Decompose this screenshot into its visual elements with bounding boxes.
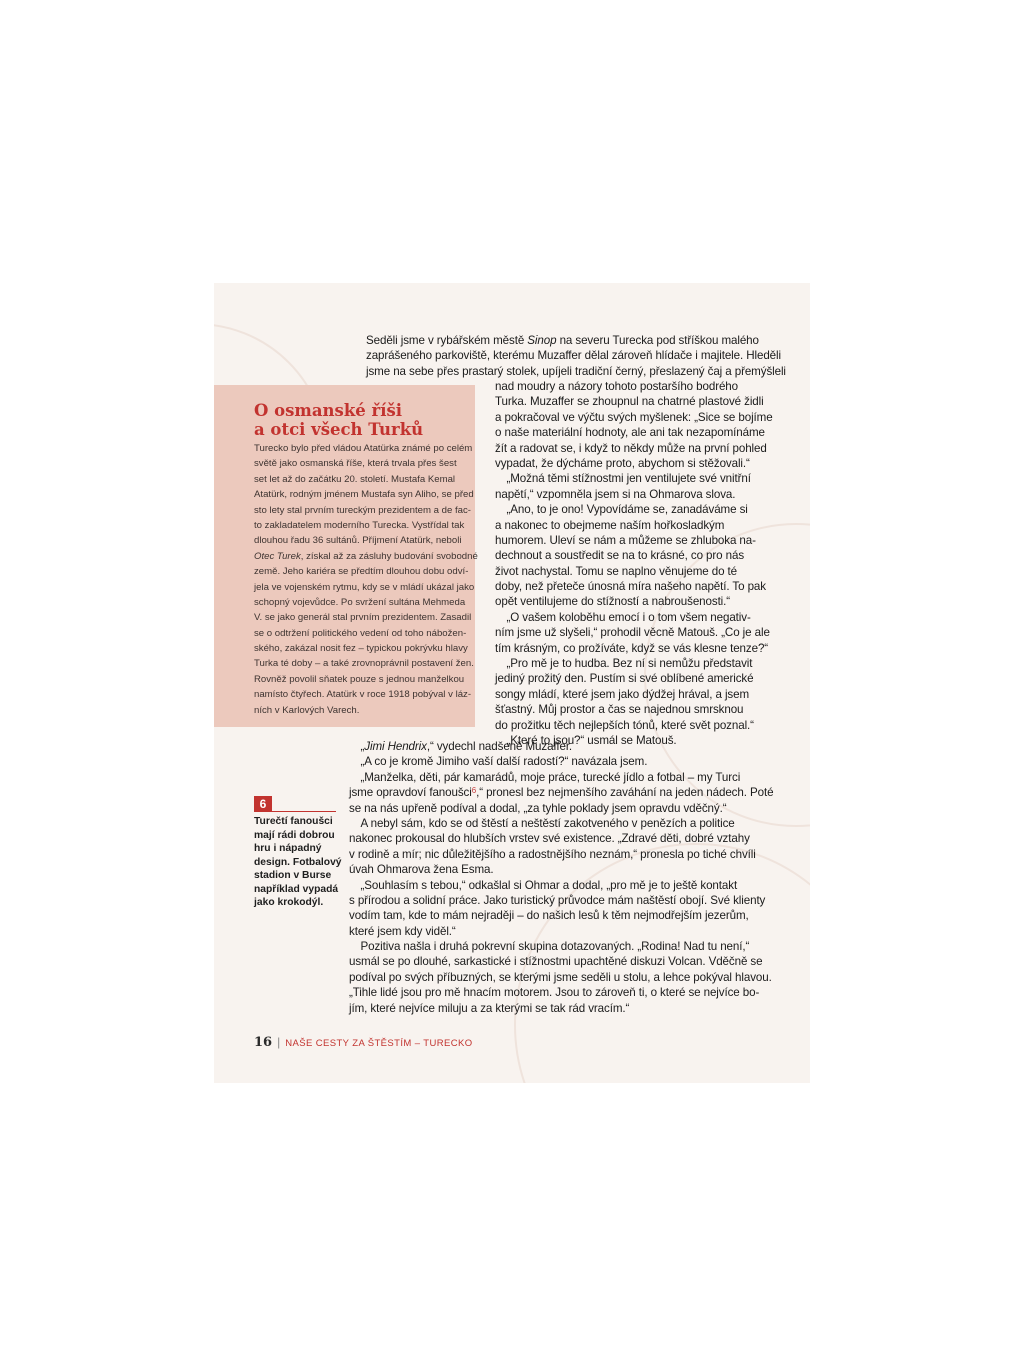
sidebar-body <box>254 442 478 719</box>
text-line: světě jako osmanská říše, která trvala přes šest <box>254 458 457 470</box>
book-page <box>214 283 810 1083</box>
text-line: jsme na sebe přes prastarý stolek, upíjeli tradiční černý, přeslazený čaj a přemýšleli <box>366 364 786 378</box>
text-line: „Pro mě je to hudba. Bez ní si nemůžu představit <box>495 657 753 671</box>
body-text-bottom <box>349 739 773 1016</box>
text-line: jediný prožitý den. Pustím si své oblíbené americké <box>495 672 754 686</box>
text-line: „A co je kromě Jimiho vaší další radostí?“ navázala jsem. <box>349 755 648 769</box>
text-line: o naše materiální hodnoty, ale ani tak nezapomínáme <box>495 426 765 440</box>
text-line: Atatürk, rodným jménem Mustafa syn Aliho, se před <box>254 489 474 501</box>
text-line: Otec Turek, získal až za zásluhy budování svobodné <box>254 550 478 562</box>
footnote-line: například vypadá <box>254 883 339 895</box>
text-line: opět ventilujeme do stížností a nabroušenosti.“ <box>495 595 731 609</box>
text-line: schopný vojevůdce. Po svržení sultána Mehmeda <box>254 596 466 608</box>
text-line: dlouhou řadu 36 sultánů. Příjmení Atatürk, neboli <box>254 535 462 547</box>
text-line: to zakladatelem moderního Turecka. Vystřídal tak <box>254 519 465 531</box>
text-line: set let až do začátku 20. století. Mustafa Kemal <box>254 473 456 485</box>
text-line: Rovněž povolil sňatek pouze s jednou manželkou <box>254 673 465 685</box>
footnote-line: Turečtí fanoušci <box>254 816 333 827</box>
text-line: tím krásným, co prožíváte, když se vás klesne tenze?“ <box>495 641 769 655</box>
footnote-marker: 6 <box>471 786 477 796</box>
sidebar-title <box>254 401 423 439</box>
text-line: jela ve vojenském rytmu, kdy se v mládí ukázal jako <box>254 581 475 593</box>
text-line: se na nás upřeně podíval a dodal, „za tyhle poklady jsem opravdu vděčný.“ <box>349 801 727 815</box>
text-line: „Možná těmi stížnostmi jen ventilujete své vnitřní <box>495 472 751 486</box>
text-line: v rodině a mír; nic důležitějšího a radostnějšího neznám,“ pronesla po tiché chvíli <box>349 847 756 861</box>
text-line: Turka. Muzaffer se zhoupnul na chatrné plastové židli <box>495 395 764 409</box>
footnote-line: jako krokodýl. <box>254 897 324 908</box>
body-text-top <box>366 333 786 379</box>
text-line: ním jsme už slyšeli,“ prohodil věcně Matouš. „Co je ale <box>495 626 770 640</box>
text-line: zaprášeného parkoviště, kterému Muzaffer dělal zároveň hlídače i majitele. Hleděli <box>366 349 781 363</box>
text-line: Pozitiva našla i druhá pokrevní skupina dotazovaných. „Rodina! Nad tu není,“ <box>349 940 750 954</box>
footnote-line: stadion v Burse <box>254 870 332 881</box>
text-line: sto lety stal prvním tureckým prezidentem a de fac- <box>254 504 472 516</box>
text-line: „Manželka, děti, pár kamarádů, moje práce, turecké jídlo a fotbal – my Turci <box>349 770 741 784</box>
page-number: 16 <box>254 1035 273 1050</box>
text-line: a pokračoval ve výčtu svých myšlenek: „Sice se bojíme <box>495 410 773 424</box>
text-line: „Ano, to je ono! Vypovídáme se, zanadáváme si <box>495 503 748 517</box>
text-line: V. se jako generál stal prvním prezidentem. Zasadil <box>254 612 472 624</box>
text-line: a nakonec to obejmeme naším hořkosladkým <box>495 518 725 532</box>
body-text-right <box>495 379 773 748</box>
footnote-rule <box>272 811 336 812</box>
text-line: život nachystal. Tomu se naplno věnujeme do té <box>495 564 738 578</box>
text-line: úvah Ohmarova žena Esma. <box>349 863 494 877</box>
sidebar-title-line: a otci všech Turků <box>254 420 424 439</box>
text-line: dechnout a soustředit se na to krásné, co pro nás <box>495 549 745 563</box>
text-line: usmál se po dlouhé, sarkastické i stížnostmi upachtěné diskuzi Volcan. Vděčně se <box>349 955 763 969</box>
text-line: „Tihle lidé jsou pro mě hnacím motorem. Jsou to zároveň ti, o které se nejvíce bo- <box>349 986 760 1000</box>
footnote-number: 6 <box>254 796 272 812</box>
text-line: ních v Karlových Varech. <box>254 704 360 716</box>
text-line: songy mládí, které jsem jako dýdžej hrával, a jsem <box>495 687 750 701</box>
text-line: namísto čtyřech. Atatürk v roce 1918 pobýval v láz- <box>254 689 472 701</box>
text-line: podíval po svých příbuzných, se kterými jsme seděli u stolu, a lehce pokýval hlavou. <box>349 970 772 984</box>
text-line: vodím tam, kde to mám nejraději – do našich lesů k těm nejmodřejším jezerům, <box>349 909 749 923</box>
text-line: humorem. Uleví se nám a můžeme se zhluboka na- <box>495 533 756 547</box>
page-footer <box>254 1035 473 1050</box>
footnote-text <box>254 815 342 910</box>
text-line: doby, než přeteče únosná míra našeho napětí. To pak <box>495 580 766 594</box>
text-line: které jsem kdy viděl.“ <box>349 924 456 938</box>
text-line: jsme opravdoví fanoušci$^6$,“ pronesl bez nejmenšího zaváhání na jeden nádech. Poté <box>349 786 774 800</box>
text-line: vypadat, že dýcháme proto, abychom si stěžovali.“ <box>495 456 750 470</box>
text-line: „Jimi Hendrix,“ vydechl nadšeně Muzaffer. <box>349 740 573 753</box>
text-line: Turka té doby – a také zrovnoprávnil postavení žen. <box>254 658 474 670</box>
text-line: země. Jeho kariéra se předtím dlouhou dobu odví- <box>254 566 469 578</box>
footnote-line: hru i nápadný <box>254 843 322 854</box>
text-line: „Souhlasím s tebou,“ odkašlal si Ohmar a dodal, „pro mě je to ještě kontakt <box>349 878 738 892</box>
text-line: žít a radovat se, i když to někdy může na první pohled <box>495 441 767 455</box>
footnote-line: design. Fotbalový <box>254 856 342 868</box>
footer-separator: | <box>277 1035 281 1049</box>
text-line: s přírodou a solidní práce. Jako turistický průvodce mám naštěstí obojí. Své klienty <box>349 893 766 907</box>
text-line: nad moudry a názory tohoto postaršího bodrého <box>495 380 738 393</box>
footnote-line: mají rádi dobrou <box>254 829 335 841</box>
text-line: Seděli jsme v rybářském městě Sinop na severu Turecka pod stříškou malého <box>366 334 759 347</box>
sidebar-title-line: O osmanské říši <box>254 401 403 420</box>
text-line: A nebyl sám, kdo se od štěstí a neštěstí zakotveného v penězích a politice <box>349 816 735 830</box>
text-line: jím, které nejvíce miluju a za kterými se tak rád vracím.“ <box>349 1001 630 1015</box>
text-line: Turecko bylo před vládou Atatürka známé po celém <box>254 443 473 454</box>
text-line: „Které to jsou?“ usmál se Matouš. <box>495 733 677 747</box>
text-line: „O vašem koloběhu emocí i o tom všem negativ- <box>495 610 751 624</box>
running-title: NAŠE CESTY ZA ŠTĚSTÍM – TURECKO <box>285 1038 473 1049</box>
text-line: šťastný. Můj prostor a čas se najednou smrsknou <box>495 703 744 717</box>
text-line: ského, zakázal nosit fez – typickou pokrývku hlavy <box>254 643 468 655</box>
text-line: se o odtržení politického vedení od toho nábožen- <box>254 627 467 639</box>
text-line: do prožitku těch nejlepších tónů, které svět poznal.“ <box>495 718 754 732</box>
text-line: nakonec prokousal do hlubších vrstev své existence. „Zdravé děti, dobré vztahy <box>349 832 750 846</box>
text-line: napětí,“ vzpomněla jsem si na Ohmarova slova. <box>495 487 736 501</box>
